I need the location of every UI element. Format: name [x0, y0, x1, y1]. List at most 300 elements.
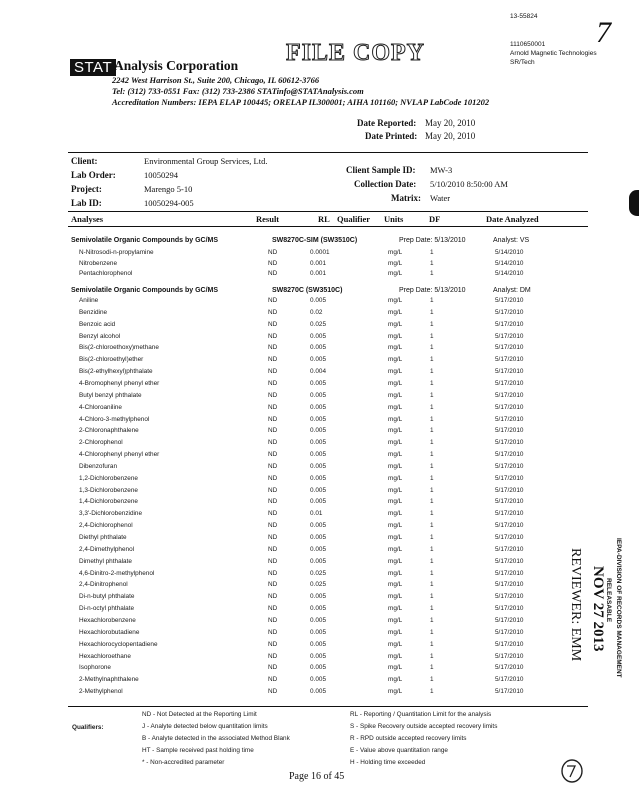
rl-value: 0.0001	[310, 249, 330, 256]
col-date-analyzed: Date Analyzed	[486, 214, 539, 224]
result-value: ND	[268, 688, 278, 696]
rl-value: 0.005	[310, 391, 326, 399]
analyte-name: Hexachloroethane	[79, 652, 131, 660]
date-analyzed-value: 5/17/2010	[495, 510, 524, 518]
df-value: 1	[430, 344, 434, 352]
rl-value: 0.005	[310, 545, 326, 553]
table-row	[0, 498, 639, 510]
analyte-name: Bis(2-chloroethoxy)methane	[79, 344, 159, 352]
project-value: Marengo 5-10	[144, 184, 193, 194]
unit-value: mg/L	[388, 593, 403, 601]
analyte-name: 4-Chloroaniline	[79, 403, 122, 411]
df-value: 1	[430, 259, 434, 267]
unit-value: mg/L	[388, 569, 403, 577]
stamp-status: RELEASABLE	[605, 578, 612, 623]
table-row	[0, 321, 639, 333]
date-reported-label: Date Reported:	[357, 118, 417, 128]
analyte-name: 2-Methylnaphthalene	[79, 676, 139, 684]
table-row	[0, 641, 639, 653]
date-analyzed-value: 5/17/2010	[495, 344, 524, 352]
unit-value: mg/L	[388, 486, 403, 494]
rl-value: 0.005	[310, 652, 326, 660]
scan-edge-mark	[629, 190, 639, 216]
date-analyzed-value: 5/17/2010	[495, 534, 524, 541]
client-value: Environmental Group Services, Ltd.	[144, 156, 268, 166]
result-value: ND	[268, 259, 278, 267]
table-row	[0, 487, 639, 499]
df-value: 1	[430, 427, 434, 435]
stamp-date: NOV 27 2013	[590, 566, 606, 652]
stat-logo-mark: STAT	[70, 59, 116, 76]
rl-value: 0.005	[310, 557, 326, 565]
df-value: 1	[430, 249, 434, 256]
analyte-name: Di-n-octyl phthalate	[79, 605, 135, 613]
qualifier-star: * - Non-accredited parameter	[142, 759, 225, 766]
result-value: ND	[268, 332, 278, 340]
table-row	[0, 380, 639, 392]
unit-value: mg/L	[388, 368, 403, 376]
result-value: ND	[268, 534, 278, 541]
result-value: ND	[268, 510, 278, 518]
col-rl: RL	[318, 214, 330, 224]
unit-value: mg/L	[388, 616, 403, 624]
date-analyzed-value: 5/17/2010	[495, 474, 524, 482]
df-value: 1	[430, 664, 434, 672]
date-analyzed-value: 5/17/2010	[495, 415, 524, 423]
qualifier-b: B - Analyte detected in the associated Method Blank	[142, 735, 290, 742]
analyte-name: 4-Bromophenyl phenyl ether	[79, 379, 160, 387]
table-row	[0, 570, 639, 582]
analyte-name: 2-Methylphenol	[79, 688, 123, 696]
corner-handwritten-mark: 7	[596, 16, 611, 49]
df-value: 1	[430, 415, 434, 423]
unit-value: mg/L	[388, 356, 403, 364]
unit-value: mg/L	[388, 605, 403, 613]
rl-value: 0.001	[310, 259, 326, 267]
matrix-value: Water	[430, 193, 451, 203]
client-label: Client:	[71, 156, 98, 166]
table-row	[0, 427, 639, 439]
result-value: ND	[268, 664, 278, 672]
result-value: ND	[268, 308, 278, 316]
lab-order-value: 10050294	[144, 170, 178, 180]
analyte-name: 2,4-Dichlorophenol	[79, 522, 133, 530]
unit-value: mg/L	[388, 415, 403, 423]
initials-circle-icon	[559, 758, 585, 784]
rl-value: 0.005	[310, 534, 326, 541]
df-value: 1	[430, 593, 434, 601]
table-row	[0, 522, 639, 534]
table-row	[0, 404, 639, 416]
unit-value: mg/L	[388, 498, 403, 506]
table-row	[0, 368, 639, 380]
table-row	[0, 688, 639, 700]
table-row	[0, 416, 639, 428]
section1-method: SW8270C-SIM (SW3510C)	[272, 237, 358, 244]
header-divider	[68, 152, 588, 153]
table-row	[0, 392, 639, 404]
rl-value: 0.005	[310, 522, 326, 530]
unit-value: mg/L	[388, 522, 403, 530]
table-row	[0, 451, 639, 463]
df-value: 1	[430, 462, 434, 470]
result-value: ND	[268, 344, 278, 352]
date-analyzed-value: 5/17/2010	[495, 439, 524, 447]
unit-value: mg/L	[388, 510, 403, 518]
date-analyzed-value: 5/17/2010	[495, 332, 524, 340]
df-value: 1	[430, 391, 434, 399]
result-value: ND	[268, 581, 278, 589]
df-value: 1	[430, 522, 434, 530]
unit-value: mg/L	[388, 534, 403, 541]
unit-value: mg/L	[388, 581, 403, 589]
col-units: Units	[384, 214, 404, 224]
table-row	[0, 581, 639, 593]
lab-contact: Tel: (312) 733-0551 Fax: (312) 733-2386 STATinfo@STATAnalysis.com	[112, 86, 364, 96]
analyte-name: Di-n-butyl phthalate	[79, 593, 135, 601]
unit-value: mg/L	[388, 249, 403, 256]
unit-value: mg/L	[388, 308, 403, 316]
unit-value: mg/L	[388, 320, 403, 328]
qualifier-r: R - RPD outside accepted recovery limits	[350, 735, 467, 742]
doc-number: 13-55824	[510, 13, 538, 20]
df-value: 1	[430, 640, 434, 648]
rl-value: 0.005	[310, 451, 326, 459]
rl-value: 0.005	[310, 356, 326, 364]
lab-address: 2242 West Harrison St., Suite 200, Chicago, IL 60612-3766	[112, 75, 320, 85]
df-value: 1	[430, 628, 434, 636]
df-value: 1	[430, 297, 434, 304]
table-row	[0, 333, 639, 345]
table-row	[0, 605, 639, 617]
result-value: ND	[268, 628, 278, 636]
analyte-name: Hexachlorobenzene	[79, 616, 136, 624]
qualifier-rl: RL - Reporting / Quantitation Limit for the analysis	[350, 711, 492, 718]
rl-value: 0.005	[310, 664, 326, 672]
date-analyzed-value: 5/17/2010	[495, 545, 524, 553]
rl-value: 0.005	[310, 427, 326, 435]
page-number: Page 16 of 45	[289, 771, 345, 782]
rl-value: 0.005	[310, 498, 326, 506]
lab-order-label: Lab Order:	[71, 170, 116, 180]
rl-value: 0.005	[310, 640, 326, 648]
result-value: ND	[268, 427, 278, 435]
date-reported-value: May 20, 2010	[425, 118, 476, 128]
date-analyzed-value: 5/17/2010	[495, 676, 524, 684]
unit-value: mg/L	[388, 332, 403, 340]
date-analyzed-value: 5/17/2010	[495, 368, 524, 376]
col-df: DF	[429, 214, 441, 224]
analyte-name: Bis(2-ethylhexyl)phthalate	[79, 368, 153, 376]
section2-analyst: Analyst: DM	[493, 287, 531, 294]
result-value: ND	[268, 439, 278, 447]
date-analyzed-value: 5/17/2010	[495, 557, 524, 565]
result-value: ND	[268, 676, 278, 684]
df-value: 1	[430, 486, 434, 494]
table-row	[0, 664, 639, 676]
analyte-name: Dibenzofuran	[79, 462, 118, 470]
analyte-name: Pentachlorophenol	[79, 270, 133, 278]
rl-value: 0.005	[310, 297, 326, 304]
date-analyzed-value: 5/17/2010	[495, 688, 524, 696]
df-value: 1	[430, 510, 434, 518]
analyte-name: 3,3'-Dichlorobenzidine	[79, 510, 143, 518]
df-value: 1	[430, 498, 434, 506]
result-value: ND	[268, 462, 278, 470]
df-value: 1	[430, 557, 434, 565]
analyte-name: 2,4-Dimethylphenol	[79, 545, 135, 553]
result-value: ND	[268, 249, 278, 256]
rl-value: 0.004	[310, 368, 326, 376]
section1-title: Semivolatile Organic Compounds by GC/MS	[71, 237, 219, 244]
rl-value: 0.005	[310, 403, 326, 411]
rl-value: 0.005	[310, 486, 326, 494]
result-value: ND	[268, 640, 278, 648]
tech-note: SR/Tech	[510, 59, 535, 66]
analyte-name: Aniline	[79, 297, 99, 304]
result-value: ND	[268, 486, 278, 494]
stamp-reviewer: REVIEWER: EMM	[568, 548, 583, 662]
qualifier-ht: HT - Sample received past holding time	[142, 747, 254, 754]
table-row	[0, 558, 639, 570]
result-value: ND	[268, 379, 278, 387]
collection-date-value: 5/10/2010 8:50:00 AM	[430, 179, 508, 189]
result-value: ND	[268, 593, 278, 601]
unit-value: mg/L	[388, 474, 403, 482]
table-row	[0, 510, 639, 522]
result-value: ND	[268, 569, 278, 577]
analyte-name: Benzidine	[79, 308, 108, 316]
date-analyzed-value: 5/17/2010	[495, 593, 524, 601]
lab-accreditation: Accreditation Numbers: IEPA ELAP 100445; ORELAP IL300001; AIHA 101160; NVLAP LabCode 101202	[112, 97, 490, 107]
rl-value: 0.005	[310, 628, 326, 636]
result-value: ND	[268, 557, 278, 565]
unit-value: mg/L	[388, 297, 403, 304]
result-value: ND	[268, 522, 278, 530]
date-analyzed-value: 5/14/2010	[495, 249, 524, 256]
rl-value: 0.025	[310, 581, 326, 589]
unit-value: mg/L	[388, 439, 403, 447]
analyte-name: Nitrobenzene	[79, 259, 118, 267]
unit-value: mg/L	[388, 545, 403, 553]
df-value: 1	[430, 688, 434, 696]
df-value: 1	[430, 320, 434, 328]
analyte-name: Hexachlorobutadiene	[79, 628, 140, 636]
analyte-name: 2-Chloronaphthalene	[79, 427, 139, 435]
date-analyzed-value: 5/14/2010	[495, 259, 524, 267]
date-analyzed-value: 5/17/2010	[495, 498, 524, 506]
result-value: ND	[268, 498, 278, 506]
qualifier-h: H - Holding time exceeded	[350, 759, 426, 766]
date-analyzed-value: 5/17/2010	[495, 581, 524, 589]
analyte-name: N-Nitrosodi-n-propylamine	[79, 249, 154, 256]
date-analyzed-value: 5/17/2010	[495, 569, 524, 577]
analyte-name: Dimethyl phthalate	[79, 557, 132, 565]
table-row	[0, 344, 639, 356]
section2-method: SW8270C (SW3510C)	[272, 287, 343, 294]
df-value: 1	[430, 581, 434, 589]
analyte-name: 4-Chloro-3-methylphenol	[79, 415, 150, 423]
qualifier-nd: ND - Not Detected at the Reporting Limit	[142, 711, 257, 718]
table-row	[0, 475, 639, 487]
unit-value: mg/L	[388, 403, 403, 411]
table-row	[0, 629, 639, 641]
table-row	[0, 676, 639, 688]
rl-value: 0.005	[310, 676, 326, 684]
rl-value: 0.005	[310, 415, 326, 423]
table-row	[0, 534, 639, 546]
result-value: ND	[268, 616, 278, 624]
date-analyzed-value: 5/17/2010	[495, 320, 524, 328]
df-value: 1	[430, 368, 434, 376]
result-value: ND	[268, 545, 278, 553]
rl-value: 0.005	[310, 379, 326, 387]
table-row	[0, 309, 639, 321]
client-sample-label: Client Sample ID:	[346, 165, 416, 175]
unit-value: mg/L	[388, 462, 403, 470]
unit-value: mg/L	[388, 270, 403, 278]
rl-value: 0.005	[310, 616, 326, 624]
result-value: ND	[268, 297, 278, 304]
analyte-name: Benzyl alcohol	[79, 332, 121, 340]
date-analyzed-value: 5/17/2010	[495, 616, 524, 624]
analyte-name: 2,4-Dinitrophenol	[79, 581, 128, 589]
date-analyzed-value: 5/17/2010	[495, 664, 524, 672]
result-value: ND	[268, 474, 278, 482]
col-qualifier: Qualifier	[337, 214, 371, 224]
date-analyzed-value: 5/17/2010	[495, 640, 524, 648]
unit-value: mg/L	[388, 664, 403, 672]
date-analyzed-value: 5/17/2010	[495, 427, 524, 435]
table-row	[0, 270, 639, 282]
unit-value: mg/L	[388, 676, 403, 684]
df-value: 1	[430, 332, 434, 340]
date-analyzed-value: 5/17/2010	[495, 356, 524, 364]
footer-divider	[68, 706, 588, 707]
table-row	[0, 617, 639, 629]
rl-value: 0.025	[310, 569, 326, 577]
df-value: 1	[430, 652, 434, 660]
unit-value: mg/L	[388, 628, 403, 636]
result-value: ND	[268, 605, 278, 613]
date-analyzed-value: 5/17/2010	[495, 462, 524, 470]
analyte-name: 2-Chlorophenol	[79, 439, 123, 447]
col-analyses: Analyses	[71, 214, 104, 224]
info-divider	[68, 211, 588, 212]
analyte-name: Diethyl phthalate	[79, 534, 127, 541]
date-analyzed-value: 5/17/2010	[495, 605, 524, 613]
df-value: 1	[430, 616, 434, 624]
rl-value: 0.005	[310, 605, 326, 613]
col-result: Result	[256, 214, 280, 224]
lab-id-value: 10050294-005	[144, 198, 194, 208]
date-analyzed-value: 5/17/2010	[495, 403, 524, 411]
rl-value: 0.005	[310, 332, 326, 340]
date-analyzed-value: 5/17/2010	[495, 308, 524, 316]
unit-value: mg/L	[388, 557, 403, 565]
df-value: 1	[430, 379, 434, 387]
table-row	[0, 463, 639, 475]
unit-value: mg/L	[388, 451, 403, 459]
rl-value: 0.005	[310, 344, 326, 352]
analyte-name: 4,6-Dinitro-2-methylphenol	[79, 569, 155, 577]
rl-value: 0.005	[310, 593, 326, 601]
matrix-label: Matrix:	[391, 193, 421, 203]
table-row	[0, 546, 639, 558]
qualifier-s: S - Spike Recovery outside accepted recovery limits	[350, 723, 498, 730]
unit-value: mg/L	[388, 640, 403, 648]
result-value: ND	[268, 270, 278, 278]
result-value: ND	[268, 391, 278, 399]
analyte-name: Isophorone	[79, 664, 111, 672]
qualifier-e: E - Value above quantitation range	[350, 747, 448, 754]
rl-value: 0.001	[310, 270, 326, 278]
qualifier-j: J - Analyte detected below quantitation limits	[142, 723, 268, 730]
date-analyzed-value: 5/17/2010	[495, 451, 524, 459]
df-value: 1	[430, 308, 434, 316]
table-row	[0, 356, 639, 368]
company-note: Arnold Magnetic Technologies	[510, 50, 597, 57]
qualifiers-label: Qualifiers:	[72, 724, 104, 731]
analyte-name: Benzoic acid	[79, 320, 116, 328]
unit-value: mg/L	[388, 259, 403, 267]
rl-value: 0.01	[310, 510, 323, 518]
result-value: ND	[268, 403, 278, 411]
rl-value: 0.005	[310, 474, 326, 482]
unit-value: mg/L	[388, 391, 403, 399]
table-row	[0, 439, 639, 451]
date-analyzed-value: 5/17/2010	[495, 522, 524, 530]
date-analyzed-value: 5/17/2010	[495, 628, 524, 636]
analyte-name: Hexachlorocyclopentadiene	[79, 640, 158, 648]
analyte-name: Bis(2-chloroethyl)ether	[79, 356, 144, 364]
section2-title: Semivolatile Organic Compounds by GC/MS	[71, 287, 219, 294]
rl-value: 0.005	[310, 688, 326, 696]
unit-value: mg/L	[388, 379, 403, 387]
rl-value: 0.005	[310, 439, 326, 447]
unit-value: mg/L	[388, 344, 403, 352]
analyte-name: 4-Chlorophenyl phenyl ether	[79, 451, 160, 459]
file-copy-stamp: FILE COPY	[286, 40, 426, 66]
stamp-agency: IEPA-DIVISION OF RECORDS MANAGEMENT	[615, 538, 622, 678]
analyte-name: Butyl benzyl phthalate	[79, 391, 142, 399]
df-value: 1	[430, 605, 434, 613]
analyte-name: 1,4-Dichlorobenzene	[79, 498, 138, 506]
df-value: 1	[430, 569, 434, 577]
df-value: 1	[430, 356, 434, 364]
date-analyzed-value: 5/14/2010	[495, 270, 524, 278]
date-analyzed-value: 5/17/2010	[495, 297, 524, 304]
lab-id-label: Lab ID:	[71, 198, 102, 208]
analyte-name: 1,3-Dichlorobenzene	[79, 486, 138, 494]
project-label: Project:	[71, 184, 102, 194]
rl-value: 0.025	[310, 320, 326, 328]
df-value: 1	[430, 403, 434, 411]
date-analyzed-value: 5/17/2010	[495, 391, 524, 399]
unit-value: mg/L	[388, 427, 403, 435]
lab-name: Analysis Corporation	[114, 58, 239, 73]
df-value: 1	[430, 545, 434, 553]
ref-number: 1110650001	[510, 41, 546, 48]
section1-analyst: Analyst: VS	[493, 237, 530, 244]
df-value: 1	[430, 474, 434, 482]
client-sample-value: MW-3	[430, 165, 453, 175]
table-row	[0, 593, 639, 605]
result-value: ND	[268, 368, 278, 376]
result-value: ND	[268, 415, 278, 423]
df-value: 1	[430, 439, 434, 447]
date-printed-label: Date Printed:	[365, 131, 418, 141]
